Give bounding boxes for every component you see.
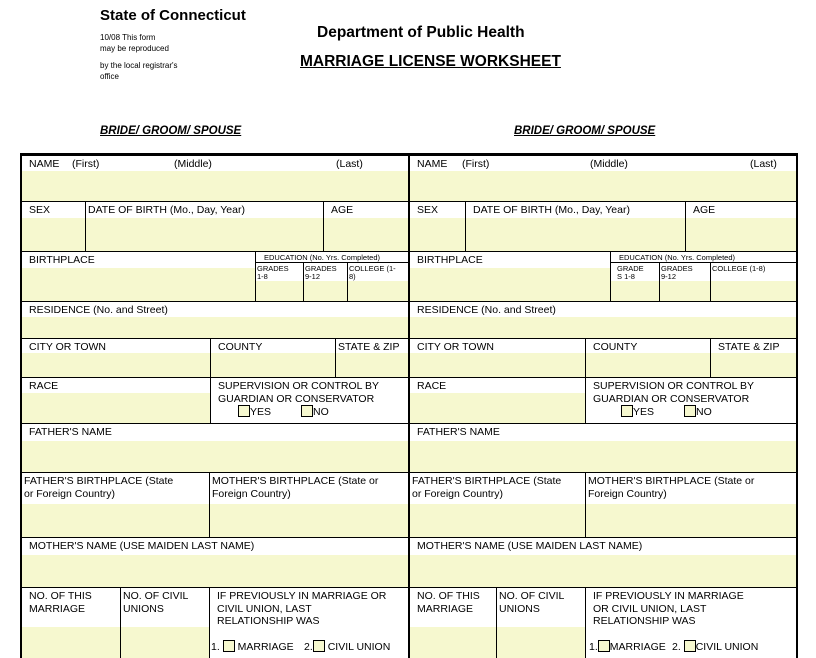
form-note-line: 10/08 This form (100, 33, 156, 42)
mother-name-field[interactable] (410, 538, 796, 587)
city-input[interactable] (410, 353, 585, 377)
num-marriage-field[interactable] (22, 588, 120, 658)
mother-birthplace-field[interactable] (585, 473, 796, 537)
supervision-no-option[interactable] (684, 405, 712, 418)
race-label: RACE (29, 380, 59, 392)
state-name: State of Connecticut (100, 7, 246, 24)
grades-1-8-input[interactable] (611, 281, 659, 301)
city-label: CITY OR TOWN (417, 341, 495, 353)
city-field[interactable] (22, 339, 210, 377)
father-name-input[interactable] (410, 441, 796, 472)
dob-field[interactable] (465, 202, 685, 251)
dob-input[interactable] (466, 218, 685, 251)
education-college[interactable] (347, 263, 410, 301)
parent-birthplace-row (410, 473, 796, 538)
num-civil-unions-label (123, 590, 188, 615)
mother-birthplace-label (212, 475, 378, 500)
supervision-label (218, 380, 379, 405)
education-grades-1-8[interactable] (256, 263, 303, 301)
parent-birthplace-row (22, 473, 410, 538)
grades-9-12-input[interactable] (304, 281, 347, 301)
num-civil-unions-field[interactable] (120, 588, 209, 658)
num-marriage-label-line: MARRIAGE (29, 602, 86, 615)
form-panel-right (408, 153, 798, 658)
civil-union-checkbox[interactable] (313, 640, 325, 652)
sex-field[interactable] (410, 202, 465, 251)
college-input[interactable] (711, 281, 796, 301)
grades-1-8-label-2: S 1-8 (617, 272, 635, 281)
father-birthplace-input[interactable] (22, 504, 209, 537)
num-marriage-label-line: NO. OF THIS (417, 590, 480, 602)
education-college[interactable] (710, 263, 796, 301)
education-grades-1-8[interactable] (611, 263, 659, 301)
father-birthplace-field[interactable] (22, 473, 209, 537)
mother-birthplace-label-line: MOTHER'S BIRTHPLACE (State or (588, 475, 755, 487)
education-header (611, 252, 796, 263)
county-label: COUNTY (218, 341, 263, 353)
num-marriage-label (29, 590, 92, 615)
birthplace-field[interactable] (22, 252, 255, 301)
mother-name-row (410, 538, 796, 588)
birthplace-education-row (410, 252, 796, 302)
grades-1-8-label-2: 1-8 (257, 272, 268, 281)
residence-label: RESIDENCE (No. and Street) (417, 304, 556, 316)
civil-union-label: CIVIL UNION (695, 641, 759, 653)
form-note-line: office (100, 72, 119, 81)
father-name-field[interactable] (22, 424, 410, 472)
father-birthplace-field[interactable] (410, 473, 585, 537)
form-note-top (100, 32, 169, 54)
num-civil-unions-input[interactable] (497, 627, 585, 658)
father-name-row (410, 424, 796, 473)
college-label: COLLEGE (1- (349, 264, 396, 273)
num-civil-unions-label-line: NO. OF CIVIL (499, 590, 565, 602)
yes-label: YES (250, 406, 272, 418)
name-field[interactable] (410, 156, 796, 201)
marriage-checkbox[interactable] (598, 640, 610, 652)
county-input[interactable] (211, 353, 335, 377)
sex-input[interactable] (22, 218, 85, 251)
num-marriage-label-line: MARRIAGE (417, 602, 474, 615)
city-label: CITY OR TOWN (29, 341, 107, 353)
previous-relationship-label-line: RELATIONSHIP WAS (217, 615, 320, 627)
education-header (256, 252, 410, 263)
father-name-label: FATHER'S NAME (417, 426, 500, 438)
grades-9-12-label-2: 9-12 (661, 272, 677, 281)
education-title: EDUCATION (No. Yrs. Completed) (264, 253, 380, 262)
sex-field[interactable] (22, 202, 85, 251)
sex-dob-age-row (22, 202, 410, 252)
no-label: NO (313, 406, 329, 418)
name-middle-label: (Middle) (590, 158, 628, 170)
birthplace-education-row (22, 252, 410, 302)
department-name: Department of Public Health (317, 24, 525, 41)
grades-1-8-label: GRADES (257, 264, 289, 273)
race-field[interactable] (410, 378, 585, 423)
grades-1-8-label: GRADE (617, 264, 644, 273)
marriage-history-row (22, 588, 410, 658)
column-heading-left: BRIDE/ GROOM/ SPOUSE (100, 125, 242, 137)
civil-union-checkbox[interactable] (684, 640, 696, 652)
previous-marriage-option[interactable] (211, 640, 294, 653)
state-zip-input[interactable] (711, 353, 796, 377)
residence-input[interactable] (410, 317, 796, 338)
education-title: EDUCATION (No. Yrs. Completed) (619, 253, 735, 262)
birthplace-label: BIRTHPLACE (29, 254, 95, 266)
father-name-input[interactable] (22, 441, 410, 472)
residence-row (22, 302, 410, 339)
name-input[interactable] (22, 171, 410, 201)
education-field (610, 252, 796, 301)
age-input[interactable] (686, 218, 796, 251)
father-birthplace-input[interactable] (410, 504, 585, 537)
state-zip-field[interactable] (710, 339, 796, 377)
mother-name-field[interactable] (22, 538, 410, 587)
city-county-state-row (22, 339, 410, 378)
marriage-checkbox[interactable] (223, 640, 235, 652)
name-last-label: (Last) (750, 158, 777, 170)
num-civil-unions-label-line: UNIONS (123, 602, 164, 615)
no-checkbox[interactable] (301, 405, 313, 417)
father-name-field[interactable] (410, 424, 796, 472)
race-input[interactable] (22, 393, 210, 423)
supervision-no-option[interactable] (301, 405, 329, 418)
mother-name-label: MOTHER'S NAME (USE MAIDEN LAST NAME) (417, 540, 643, 552)
state-zip-label: STATE & ZIP (718, 341, 780, 353)
civil-union-label: CIVIL UNION (327, 641, 391, 653)
age-label: AGE (693, 204, 716, 216)
birthplace-field[interactable] (410, 252, 610, 301)
father-birthplace-label-line: or Foreign Country) (24, 487, 116, 500)
supervision-label-line: GUARDIAN OR CONSERVATOR (593, 392, 750, 405)
sex-label: SEX (417, 204, 439, 216)
num-civil-unions-label (499, 590, 564, 615)
dob-field[interactable] (85, 202, 323, 251)
name-first-label: (First) (72, 158, 100, 170)
race-label: RACE (417, 380, 447, 392)
college-label-2: 8) (349, 272, 356, 281)
father-birthplace-label-line: or Foreign Country) (412, 487, 504, 500)
state-zip-input[interactable] (336, 353, 410, 377)
num-civil-unions-label-line: NO. OF CIVIL (123, 590, 189, 602)
race-supervision-row (22, 378, 410, 424)
sex-input[interactable] (410, 218, 465, 251)
father-birthplace-label-line: FATHER'S BIRTHPLACE (State (24, 475, 174, 487)
num-marriage-field[interactable] (410, 588, 496, 658)
dob-label: DATE OF BIRTH (Mo., Day, Year) (88, 204, 245, 216)
previous-civil-union-option[interactable] (672, 640, 758, 653)
supervision-label-line: GUARDIAN OR CONSERVATOR (218, 392, 375, 405)
father-name-row (22, 424, 410, 473)
previous-relationship-label (217, 590, 386, 628)
marriage-history-row (410, 588, 796, 658)
supervision-label-line: SUPERVISION OR CONTROL BY (593, 380, 755, 392)
num-civil-unions-input[interactable] (121, 627, 209, 658)
mother-name-row (22, 538, 410, 588)
num-marriage-input[interactable] (410, 627, 496, 658)
previous-relationship-label-line: OR CIVIL UNION, LAST (593, 602, 707, 615)
state-zip-field[interactable] (335, 339, 410, 377)
county-field[interactable] (585, 339, 710, 377)
name-first-label: (First) (462, 158, 490, 170)
mother-birthplace-label (588, 475, 754, 500)
no-label: NO (696, 406, 712, 418)
page-title: MARRIAGE LICENSE WORKSHEET (300, 53, 561, 70)
education-field (255, 252, 410, 301)
age-label: AGE (331, 204, 354, 216)
mother-name-input[interactable] (410, 555, 796, 587)
supervision-yes-option[interactable] (621, 405, 654, 418)
supervision-label (593, 380, 754, 405)
residence-row (410, 302, 796, 339)
grades-1-8-input[interactable] (256, 281, 303, 301)
city-input[interactable] (22, 353, 210, 377)
age-field[interactable] (685, 202, 796, 251)
name-row (22, 156, 410, 202)
num-marriage-label-line: NO. OF THIS (29, 590, 92, 602)
yes-checkbox[interactable] (238, 405, 250, 417)
education-grades-9-12[interactable] (303, 263, 347, 301)
residence-field[interactable] (22, 302, 410, 338)
mother-birthplace-label-line: MOTHER'S BIRTHPLACE (State or (212, 475, 379, 487)
father-name-label: FATHER'S NAME (29, 426, 112, 438)
supervision-field (585, 378, 796, 423)
previous-relationship-label-line: RELATIONSHIP WAS (593, 615, 696, 627)
name-middle-label: (Middle) (174, 158, 212, 170)
previous-relationship-field (209, 588, 410, 658)
form-note-bottom (100, 60, 178, 82)
mother-birthplace-label-line: Foreign Country) (212, 487, 291, 500)
supervision-yes-option[interactable] (238, 405, 271, 418)
num-civil-unions-field[interactable] (496, 588, 585, 658)
num-marriage-input[interactable] (22, 627, 120, 658)
form-note-line: by the local registrar's (100, 61, 178, 70)
num-marriage-label (417, 590, 480, 615)
option-number: 2. (672, 641, 681, 653)
previous-relationship-label-line: CIVIL UNION, LAST (217, 602, 312, 615)
column-heading-right: BRIDE/ GROOM/ SPOUSE (514, 125, 656, 137)
yes-label: YES (633, 406, 655, 418)
birthplace-input[interactable] (22, 268, 255, 301)
mother-birthplace-label-line: Foreign Country) (588, 487, 667, 500)
previous-civil-union-option[interactable] (304, 640, 390, 653)
father-birthplace-label (412, 475, 561, 500)
grades-9-12-input[interactable] (660, 281, 710, 301)
previous-marriage-option[interactable] (589, 640, 666, 653)
mother-birthplace-field[interactable] (209, 473, 410, 537)
mother-birthplace-input[interactable] (210, 504, 410, 537)
sex-label: SEX (29, 204, 51, 216)
form-panel-left (20, 153, 410, 658)
name-row (410, 156, 796, 202)
dob-label: DATE OF BIRTH (Mo., Day, Year) (473, 204, 630, 216)
grades-9-12-label-2: 9-12 (305, 272, 321, 281)
city-county-state-row (410, 339, 796, 378)
dob-input[interactable] (86, 218, 323, 251)
mother-name-label: MOTHER'S NAME (USE MAIDEN LAST NAME) (29, 540, 255, 552)
age-field[interactable] (323, 202, 410, 251)
mother-name-input[interactable] (22, 555, 410, 587)
race-field[interactable] (22, 378, 210, 423)
state-zip-label: STATE & ZIP (338, 341, 400, 353)
college-input[interactable] (348, 281, 410, 301)
county-label: COUNTY (593, 341, 638, 353)
no-checkbox[interactable] (684, 405, 696, 417)
supervision-field (210, 378, 410, 423)
previous-relationship-label (593, 590, 744, 628)
option-number: 1. (589, 641, 598, 653)
father-birthplace-label (24, 475, 173, 500)
name-label: NAME (29, 158, 60, 170)
previous-relationship-label-line: IF PREVIOUSLY IN MARRIAGE (593, 590, 744, 602)
marriage-label: MARRIAGE (237, 641, 294, 653)
residence-label: RESIDENCE (No. and Street) (29, 304, 168, 316)
num-civil-unions-label-line: UNIONS (499, 602, 540, 615)
grades-9-12-label: GRADES (661, 264, 693, 273)
grades-9-12-label: GRADES (305, 264, 337, 273)
option-number: 1. (211, 641, 220, 653)
race-input[interactable] (410, 393, 585, 423)
option-number: 2. (304, 641, 313, 653)
residence-input[interactable] (22, 317, 410, 338)
father-birthplace-label-line: FATHER'S BIRTHPLACE (State (412, 475, 562, 487)
marriage-label: MARRIAGE (609, 641, 666, 653)
previous-relationship-field (585, 588, 796, 658)
birthplace-input[interactable] (410, 268, 610, 301)
county-field[interactable] (210, 339, 335, 377)
sex-dob-age-row (410, 202, 796, 252)
residence-field[interactable] (410, 302, 796, 338)
mother-birthplace-input[interactable] (586, 504, 796, 537)
name-label: NAME (417, 158, 448, 170)
city-field[interactable] (410, 339, 585, 377)
form-note-line: may be reproduced (100, 44, 169, 53)
age-input[interactable] (324, 218, 410, 251)
race-supervision-row (410, 378, 796, 424)
supervision-label-line: SUPERVISION OR CONTROL BY (218, 380, 380, 392)
name-input[interactable] (410, 171, 796, 201)
education-grades-9-12[interactable] (659, 263, 710, 301)
county-input[interactable] (586, 353, 710, 377)
college-label: COLLEGE (1-8) (712, 264, 766, 273)
yes-checkbox[interactable] (621, 405, 633, 417)
name-field[interactable] (22, 156, 410, 201)
previous-relationship-label-line: IF PREVIOUSLY IN MARRIAGE OR (217, 590, 387, 602)
birthplace-label: BIRTHPLACE (417, 254, 483, 266)
name-last-label: (Last) (336, 158, 363, 170)
